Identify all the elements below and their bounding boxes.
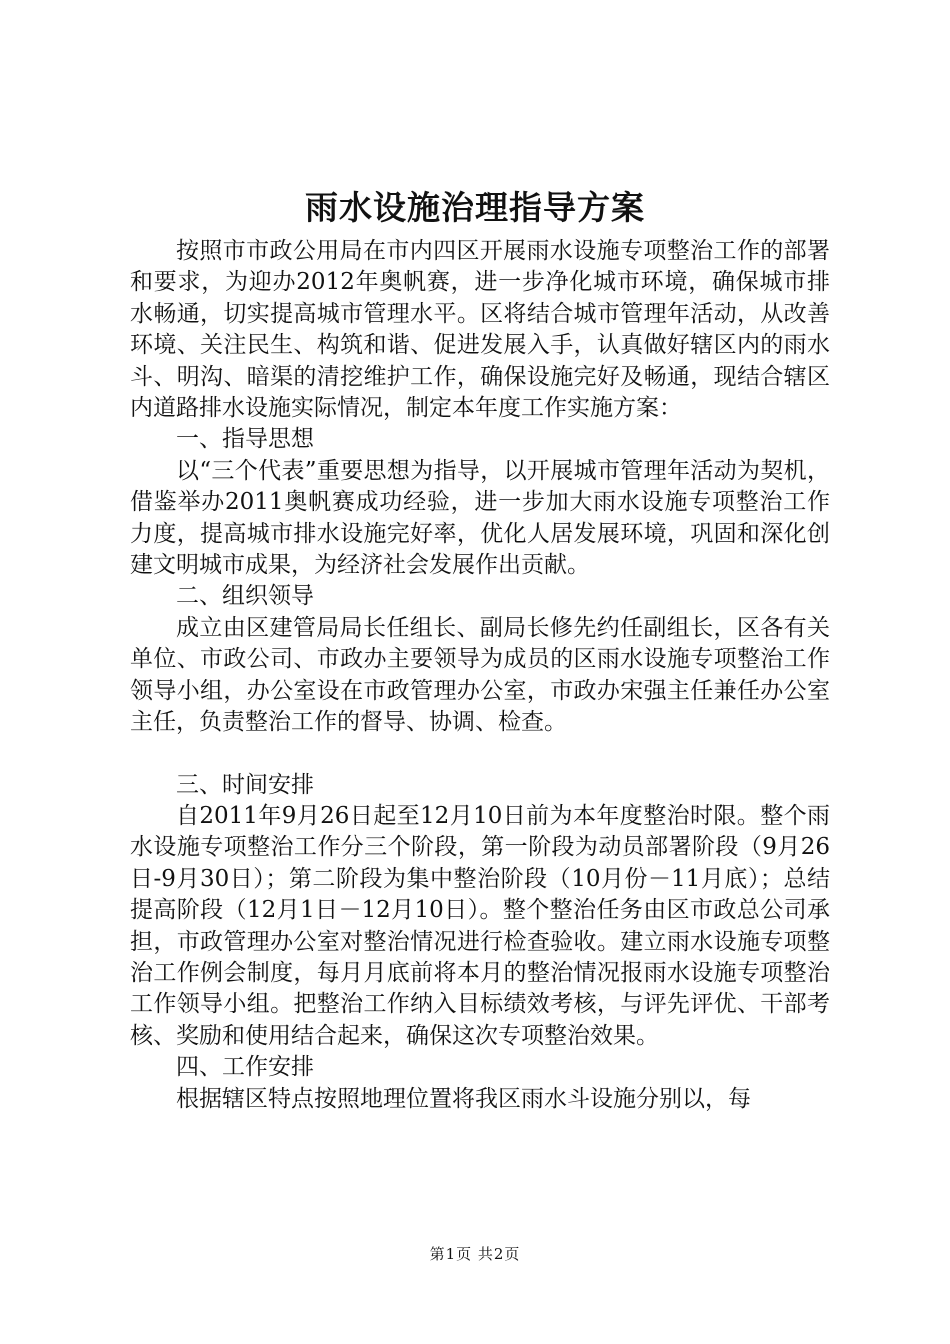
document-title: 雨水设施治理指导方案: [305, 188, 645, 227]
section-body-guiding-ideology: 以“三个代表”重要思想为指导，以开展城市管理年活动为契机，借鉴举办2011奥帆赛成功经验，进一步加大雨水设施专项整治工作力度，提高城市排水设施完好率，优化人居发展环境，巩固和深化创建文明城市成果，为经济社会发展作出贡献。: [130, 457, 830, 579]
section-heading-guiding-ideology: 一、指导思想: [176, 426, 314, 453]
section-heading-organization: 二、组织领导: [176, 583, 314, 610]
intro-paragraph: 按照市市政公用局在市内四区开展雨水设施专项整治工作的部署和要求，为迎办2012年奥帆赛，进一步净化城市环境，确保城市排水畅通，切实提高城市管理水平。区将结合城市管理年活动，从改善环境、关注民生、构筑和谐、促进发展入手，认真做好辖区内的雨水斗、明沟、暗渠的清挖维护工作，确保设施完好及畅通，现结合辖区内道路排水设施实际情况，制定本年度工作实施方案：: [130, 238, 830, 422]
section-body-schedule: 自2011年9月26日起至12月10日前为本年度整治时限。整个雨水设施专项整治工作分三个阶段，第一阶段为动员部署阶段（9月26日-9月30日）；第二阶段为集中整治阶段（10月份－11月底）；总结提高阶段（12月1日－12月10日）。整个整治任务由区市政总公司承担，市政管理办公室对整治情况进行检查验收。建立雨水设施专项整治工作例会制度，每月月底前将本月的整治情况报雨水设施专项整治工作领导小组。把整治工作纳入目标绩效考核，与评先评优、干部考核、奖励和使用结合起来，确保这次专项整治效果。: [130, 802, 830, 1049]
section-body-organization: 成立由区建管局局长任组长、副局长修先约任副组长，区各有关单位、市政公司、市政办主要领导为成员的区雨水设施专项整治工作领导小组，办公室设在市政管理办公室，市政办宋强主任兼任办公室主任，负责整治工作的督导、协调、检查。: [130, 614, 830, 736]
section-heading-schedule: 三、时间安排: [176, 771, 314, 798]
section-body-work-plan: 根据辖区特点按照地理位置将我区雨水斗设施分别以，每: [176, 1085, 751, 1112]
page-number-footer: 第1页 共2页: [429, 1245, 521, 1263]
section-heading-work-plan: 四、工作安排: [176, 1054, 314, 1081]
document-body: [130, 236, 830, 1115]
